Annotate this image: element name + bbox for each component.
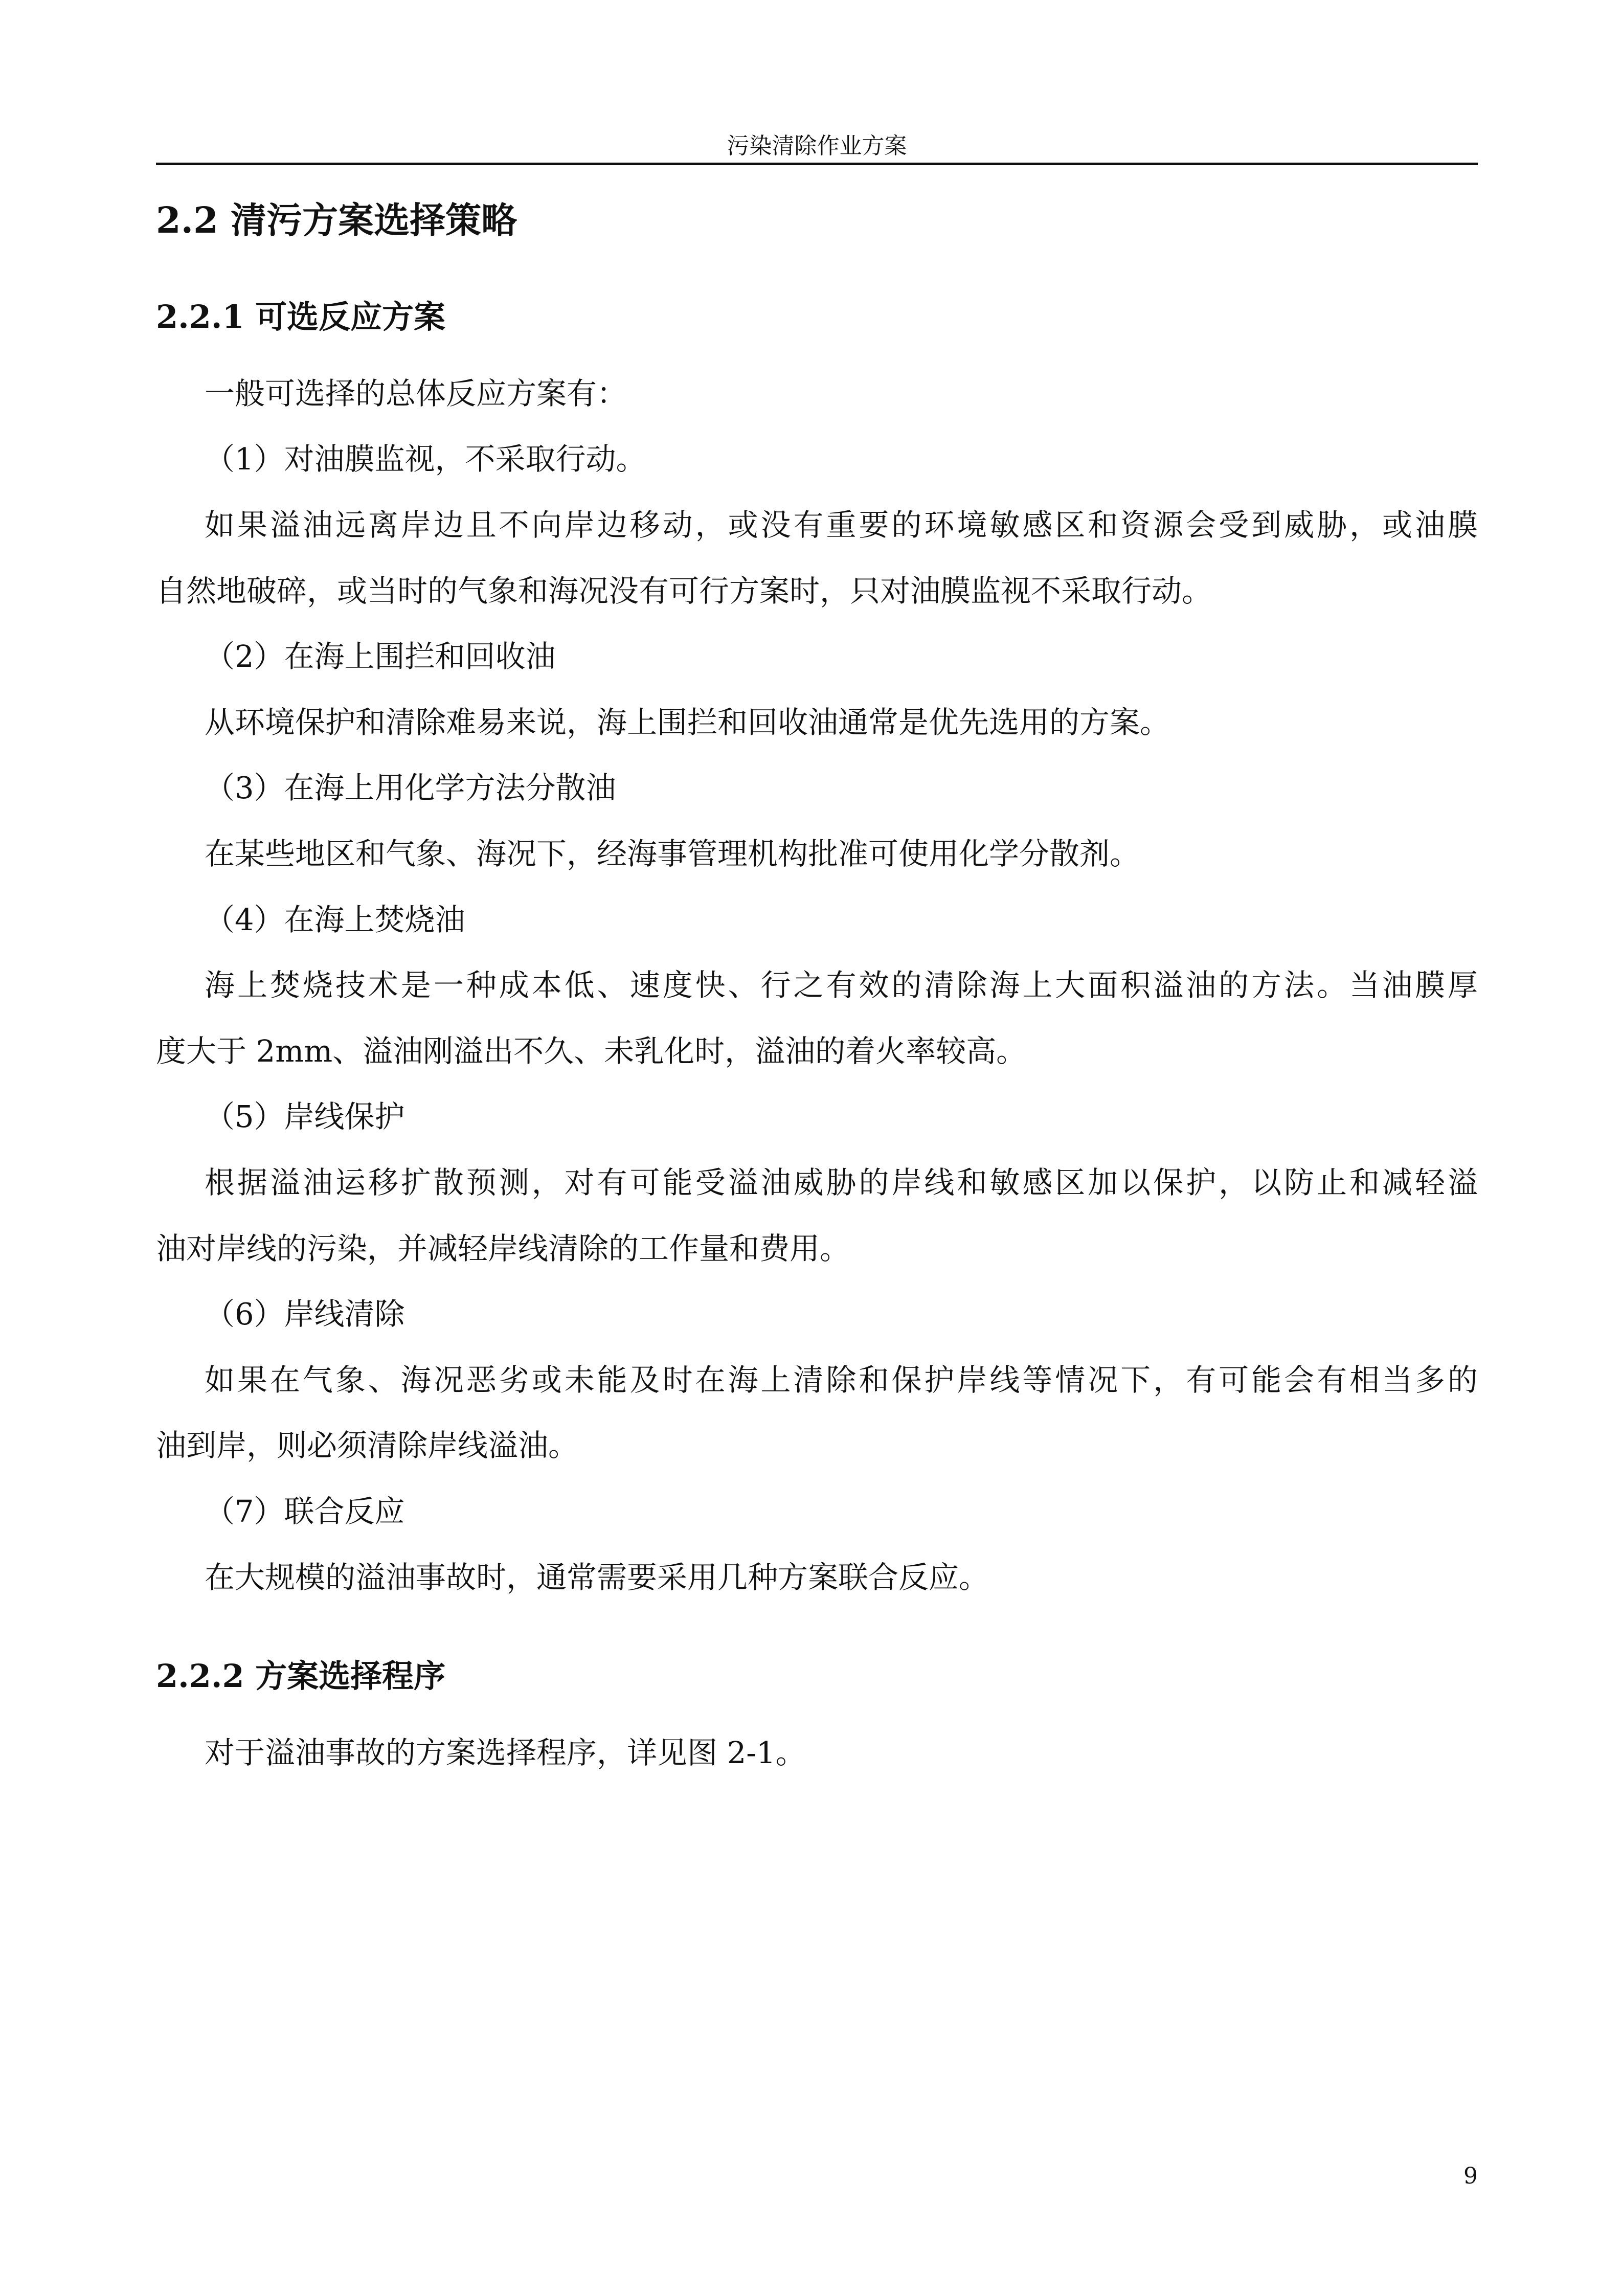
list-item-heading: （5）岸线保护: [205, 1099, 405, 1134]
page-number: 9: [1463, 2163, 1478, 2189]
list-item-heading: （3）在海上用化学方法分散油: [205, 770, 616, 805]
paragraph-line: 在大规模的溢油事故时，通常需要采用几种方案联合反应。: [205, 1560, 989, 1595]
subsection-heading-1: 2.2.1 可选反应方案: [156, 298, 446, 335]
list-item-heading: （6）岸线清除: [205, 1296, 405, 1332]
paragraph-line: 根据溢油运移扩散预测，对有可能受溢油威胁的岸线和敏感区加以保护，以防止和减轻溢: [205, 1165, 1478, 1200]
list-item-heading: （1）对油膜监视，不采取行动。: [205, 441, 646, 477]
paragraph-line: 海上焚烧技术是一种成本低、速度快、行之有效的清除海上大面积溢油的方法。当油膜厚: [205, 967, 1478, 1003]
paragraph-line: 油到岸，则必须清除岸线溢油。: [156, 1428, 579, 1463]
paragraph-line: 自然地破碎，或当时的气象和海况没有可行方案时，只对油膜监视不采取行动。: [156, 573, 1212, 609]
paragraph-line: 对于溢油事故的方案选择程序，详见图 2-1。: [205, 1735, 806, 1770]
list-item-heading: （7）联合反应: [205, 1494, 405, 1529]
paragraph-line: 在某些地区和气象、海况下，经海事管理机构批准可使用化学分散剂。: [205, 836, 1140, 871]
paragraph-line: 油对岸线的污染，并减轻岸线清除的工作量和费用。: [156, 1231, 850, 1266]
page-header: 污染清除作业方案: [727, 133, 907, 159]
list-item-heading: （2）在海上围拦和回收油: [205, 639, 556, 674]
paragraph-line: 从环境保护和清除难易来说，海上围拦和回收油通常是优先选用的方案。: [205, 705, 1170, 740]
paragraph-line: 度大于 2mm、溢油刚溢出不久、未乳化时，溢油的着火率较高。: [156, 1033, 1027, 1069]
section-heading: 2.2 清污方案选择策略: [156, 199, 517, 241]
list-item-heading: （4）在海上焚烧油: [205, 902, 465, 937]
paragraph-line: 一般可选择的总体反应方案有：: [205, 376, 627, 411]
subsection-heading-2: 2.2.2 方案选择程序: [156, 1657, 446, 1695]
paragraph-line: 如果溢油远离岸边且不向岸边移动，或没有重要的环境敏感区和资源会受到威胁，或油膜: [205, 507, 1478, 543]
header-rule: [156, 163, 1478, 165]
paragraph-line: 如果在气象、海况恶劣或未能及时在海上清除和保护岸线等情况下，有可能会有相当多的: [205, 1362, 1478, 1398]
